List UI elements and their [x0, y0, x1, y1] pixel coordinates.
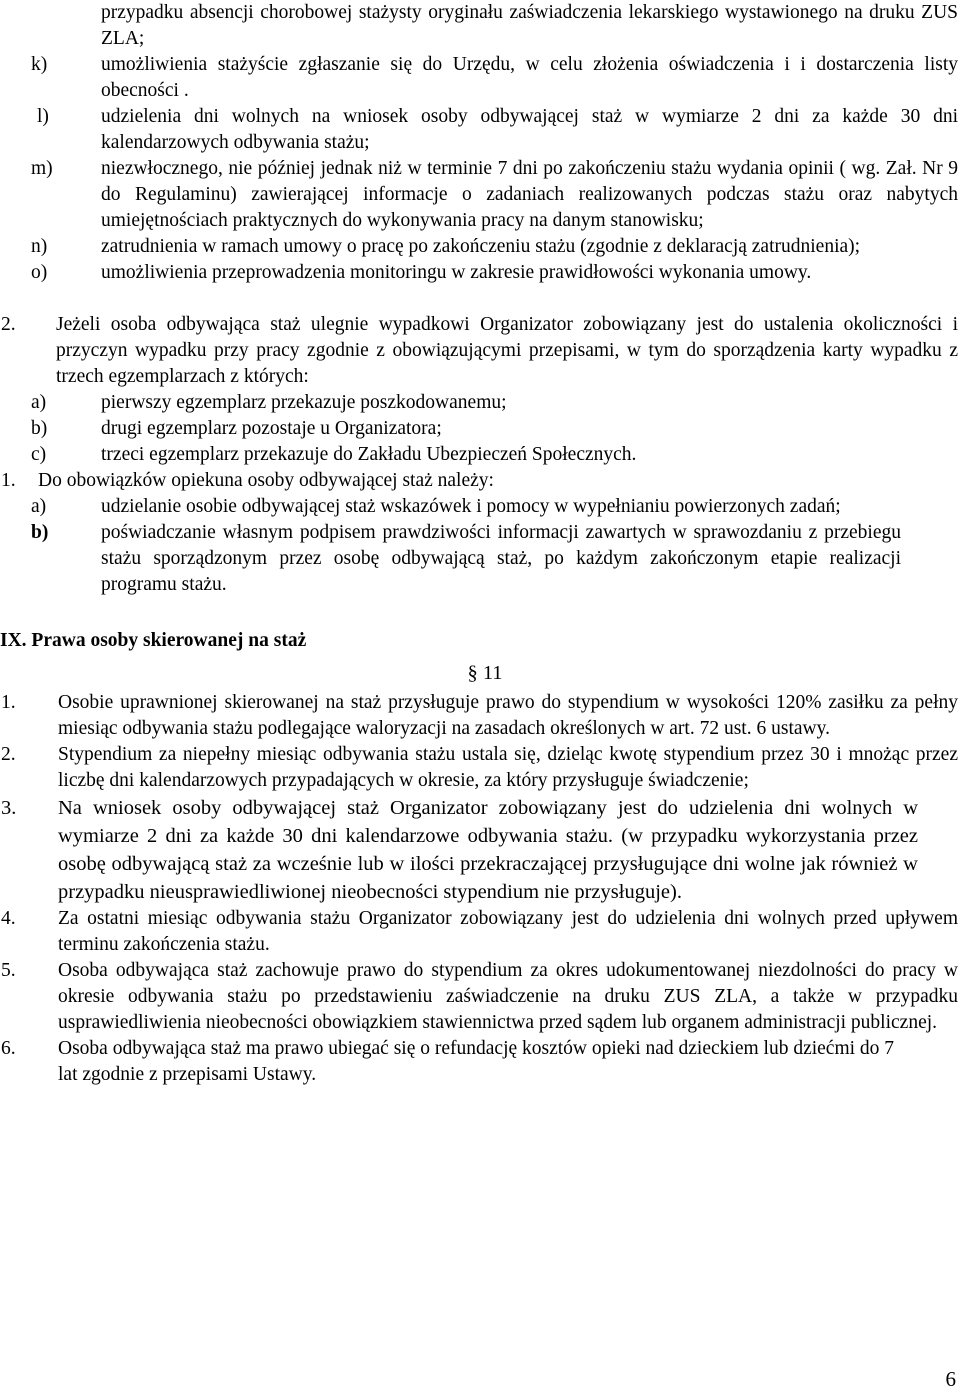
list-item — [31, 416, 958, 442]
list-item-label: o) — [31, 262, 48, 283]
list-item — [31, 520, 901, 598]
list-item-label: n) — [31, 236, 48, 257]
chapter-heading: IX. Prawa osoby skierowanej na staż — [0, 630, 307, 651]
list-item-label: a) — [31, 392, 47, 413]
list-item-text: Osobie uprawnionej skierowanej na staż przysługuje prawo do stypendium w wysokości 120% zasiłku za pełny miesiąc odbywania stażu podlegające waloryzacji na zasadach określonych w art. 72 ust. 6 ustawy. — [58, 692, 958, 739]
paragraph-text: Do obowiązków opiekuna osoby odbywającej staż należy: — [38, 470, 494, 491]
paragraph-sign: § 11 — [467, 662, 503, 684]
list-item-text: Osoba odbywająca staż zachowuje prawo do stypendium za okres udokumentowanej niezdolności do pracy w okresie odbywania stażu po przedstawieniu zaświadczenie na druku ZUS ZLA, a także w przypadku usprawiedliwienia nieobecności obowiązkiem stawiennictwa przed sądem lub organem administracji publicznej. — [58, 960, 958, 1033]
list-item-text: Na wniosek osoby odbywającej staż Organizator zobowiązany jest do udzielenia dni wolnych w wymiarze 2 dni za każde 30 dni kalendarzowe odbywania stażu. (w przypadku wykorzystania przez osobę odbywającą staż za wcześnie lub w ilości przekraczającej przysługujące dni wolne jak również w przypadku nieusprawiedliwionej nieobecności stypendium nie przysługuje). — [58, 797, 918, 903]
paragraph-number: 1. — [1, 470, 16, 491]
list-item-label: 4. — [1, 908, 16, 929]
list-item-text: pierwszy egzemplarz przekazuje poszkodowanemu; — [101, 392, 507, 413]
list-item — [31, 442, 958, 468]
list-item — [31, 390, 958, 416]
page-number: 6 — [945, 1367, 956, 1391]
list-item — [31, 156, 958, 234]
spacer — [0, 286, 960, 312]
list-item-text: drugi egzemplarz pozostaje u Organizatora; — [101, 418, 442, 439]
list-item — [1, 958, 958, 1036]
list-item-text: trzeci egzemplarz przekazuje do Zakładu Ubezpieczeń Społecznych. — [101, 444, 637, 465]
list-item-text: umożliwienia przeprowadzenia monitoringu w zakresie prawidłowości wykonania umowy. — [101, 262, 812, 283]
list-item-text: przypadku absencji chorobowej stażysty oryginału zaświadczenia lekarskiego wystawionego na druku ZUS ZLA; — [101, 2, 958, 49]
numbered-paragraph — [1, 312, 958, 390]
list-item-text: Stypendium za niepełny miesiąc odbywania stażu ustala się, dzieląc kwotę stypendium przez 30 i mnożąc przez liczbę dni kalendarzowych przypadających w okresie, za który przysługuje świadczenie; — [58, 744, 958, 791]
list-item-label: b) — [31, 522, 49, 543]
list-item-label: m) — [31, 158, 53, 179]
list-item-text: niezwłocznego, nie później jednak niż w terminie 7 dni po zakończeniu stażu wydania opinii ( wg. Zał. Nr 9 do Regulaminu) zawierającej informacje o zadaniach realizowanych podczas stażu oraz nabytych umiejętnościach praktycznych do wykonywania pracy na danym stanowisku; — [101, 158, 958, 231]
list-item-text: poświadczanie własnym podpisem prawdziwości informacji zawartych w sprawozdaniu z przebiegu stażu sporządzonym przez osobę odbywającą staż, po każdym zakończonym etapie realizacji programu stażu. — [101, 522, 901, 595]
list-item — [101, 0, 958, 52]
list-item — [31, 234, 958, 260]
list-item-label: 3. — [1, 797, 17, 819]
list-item-text: Za ostatni miesiąc odbywania stażu Organizator zobowiązany jest do udzielenia dni wolnych przed upływem terminu zakończenia stażu. — [58, 908, 958, 955]
numbered-paragraph — [1, 468, 958, 494]
list-item-label: a) — [31, 496, 47, 517]
list-item-label: 1. — [1, 692, 16, 713]
list-item — [1, 690, 958, 742]
section-b — [0, 312, 960, 468]
section-c — [0, 468, 960, 598]
list-item — [31, 494, 958, 520]
list-item-label: 6. — [1, 1038, 16, 1059]
list-item-text: umożliwienia stażyście zgłaszanie się do Urzędu, w celu złożenia oświadczenia i i dostarczenia listy obecności . — [101, 54, 958, 101]
list-item-label: b) — [31, 418, 48, 439]
list-item-text: zatrudnienia w ramach umowy o pracę po zakończeniu stażu (zgodnie z deklaracją zatrudnienia); — [101, 236, 861, 257]
list-item — [1, 1036, 918, 1088]
paragraph-text: Jeżeli osoba odbywająca staż ulegnie wypadkowi Organizator zobowiązany jest do ustalenia okoliczności i przyczyn wypadku przy pracy zgodnie z obowiązującymi przepisami, w tym do sporządzenia karty wypadku z trzech egzemplarzach z których: — [56, 314, 958, 387]
paragraph-number: 2. — [1, 314, 16, 335]
list-item — [31, 52, 958, 104]
list-item-label: 2. — [1, 744, 16, 765]
list-item-label: 5. — [1, 960, 16, 981]
list-item — [1, 794, 918, 906]
chapter-ix — [0, 628, 960, 1088]
list-item-text: udzielenia dni wolnych na wniosek osoby odbywającej staż w wymiarze 2 dni za każde 30 dni kalendarzowych odbywania stażu; — [101, 106, 958, 153]
section-a — [0, 0, 960, 286]
list-item-label: k) — [31, 54, 48, 75]
spacer — [0, 598, 960, 624]
list-item-text: Osoba odbywająca staż ma prawo ubiegać się o refundację kosztów opieki nad dzieckiem lub dziećmi do 7 lat zgodnie z przepisami Ustawy. — [58, 1038, 895, 1085]
list-item-label: l) — [37, 106, 49, 127]
list-item — [37, 104, 958, 156]
list-item — [1, 906, 958, 958]
list-item — [31, 260, 958, 286]
list-item-text: udzielanie osobie odbywającej staż wskazówek i pomocy w wypełnianiu powierzonych zadań; — [101, 496, 841, 517]
list-item — [1, 742, 958, 794]
list-item-label: c) — [31, 444, 47, 465]
